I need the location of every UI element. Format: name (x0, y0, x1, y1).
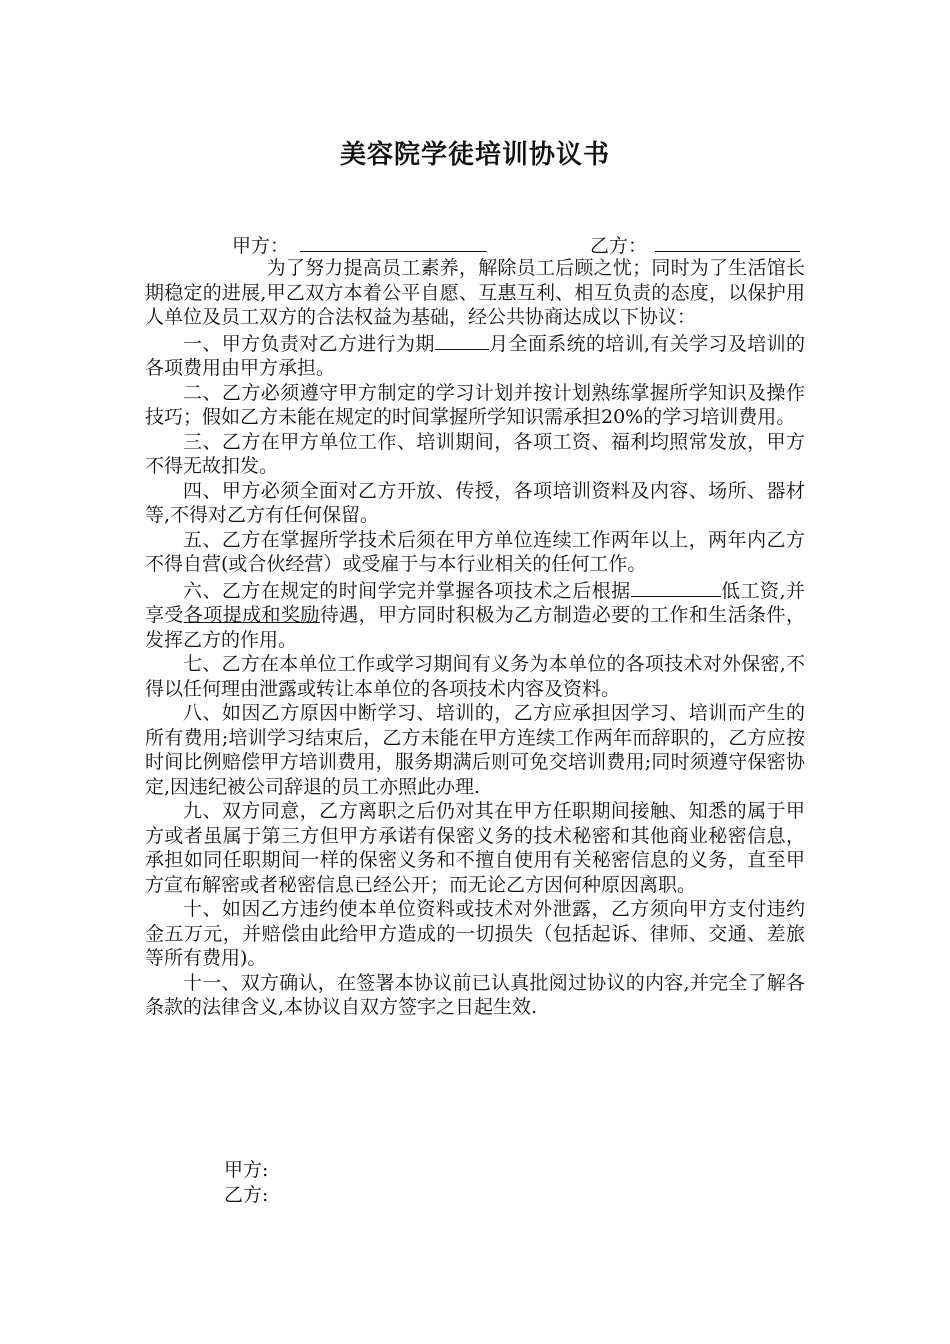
clause-1 (145, 330, 805, 381)
party-b-blank-line (655, 251, 800, 252)
clause-2: 二、乙方必须遵守甲方制定的学习计划并按计划熟练掌握所学知识及操作技巧；假如乙方未能在规定的时间掌握所学知识需承担20%的学习培训费用。 (145, 381, 805, 428)
party-b-label: 乙方： (590, 235, 648, 257)
clause-6-text-a: 六、乙方在规定的时间学完并掌握各项技术之后根据 (183, 579, 631, 602)
clause-11: 十一、双方确认，在签署本协议前已认真批阅过协议的内容,并完全了解各条款的法律含义,本协议自双方签字之日起生效. (145, 971, 805, 1018)
party-a-blank-line (300, 251, 487, 252)
clause-6-text-b: 低工资,并享受 (145, 579, 805, 626)
clause-6-underlined-text: 各项提成和奖励 (183, 604, 320, 626)
intro-paragraph: 为了努力提高员工素养，解除员工后顾之忧；同时为了生活馆长期稳定的进展,甲乙双方本着公平自愿、互惠互利、相互负责的态度，以保护用人单位及员工双方的合法权益为基础，经公共协商达成以下协议： (145, 257, 805, 328)
clause-6 (145, 577, 805, 653)
agreement-body (145, 256, 805, 1020)
clause-4: 四、甲方必须全面对乙方开放、传授，各项培训资料及内容、场所、器材等,不得对乙方有任何保留。 (145, 479, 805, 526)
training-period-blank (435, 330, 489, 350)
clause-8: 八、如因乙方原因中断学习、培训的，乙方应承担因学习、培训而产生的所有费用;培训学习结束后，乙方未能在甲方连续工作两年而辞职的，乙方应按时间比例赔偿甲方培训费用，服务期满后则可免交培训费用;同时须遵守保密协定,因违纪被公司辞退的员工亦照此办理. (145, 702, 805, 798)
clause-1-text-a: 一、甲方负责对乙方进行为期 (183, 332, 435, 355)
wage-blank (631, 577, 721, 597)
clause-1-text-b: 月全面系统的培训,有关学习及培训的各项费用由甲方承担。 (145, 332, 805, 379)
party-b-signature-label: 乙方: (224, 1184, 269, 1206)
clause-9: 九、双方同意，乙方离职之后仍对其在甲方任职期间接触、知悉的属于甲方或者虽属于第三方但甲方承诺有保密义务的技术秘密和其他商业秘密信息，承担如同任职期间一样的保密义务和不擅自使用有关秘密信息的义务，直至甲方宣布解密或者秘密信息已经公开；而无论乙方因何种原因离职。 (145, 800, 805, 896)
party-a-label: 甲方： (232, 235, 290, 257)
parties-row (0, 231, 950, 257)
party-a-signature-label: 甲方: (224, 1159, 269, 1181)
clause-10: 十、如因乙方违约使本单位资料或技术对外泄露，乙方须向甲方支付违约金五万元，并赔偿由此给甲方造成的一切损失（包括起诉、律师、交通、差旅等所有费用)。 (145, 898, 805, 969)
document-title: 美容院学徒培训协议书 (339, 140, 610, 170)
clause-5: 五、乙方在掌握所学技术后须在甲方单位连续工作两年以上，两年内乙方不得自营(或合伙经营）或受雇于与本行业相关的任何工作。 (145, 528, 805, 575)
clause-7: 七、乙方在本单位工作或学习期间有义务为本单位的各项技术对外保密,不得以任何理由泄露或转让本单位的各项技术内容及资料。 (145, 653, 805, 700)
clause-3: 三、乙方在甲方单位工作、培训期间，各项工资、福利均照常发放，甲方不得无故扣发。 (145, 430, 805, 477)
clause-6-text-c: 待遇，甲方同时积极为乙方制造必要的工作和生活条件，发挥乙方的作用。 (145, 604, 805, 651)
